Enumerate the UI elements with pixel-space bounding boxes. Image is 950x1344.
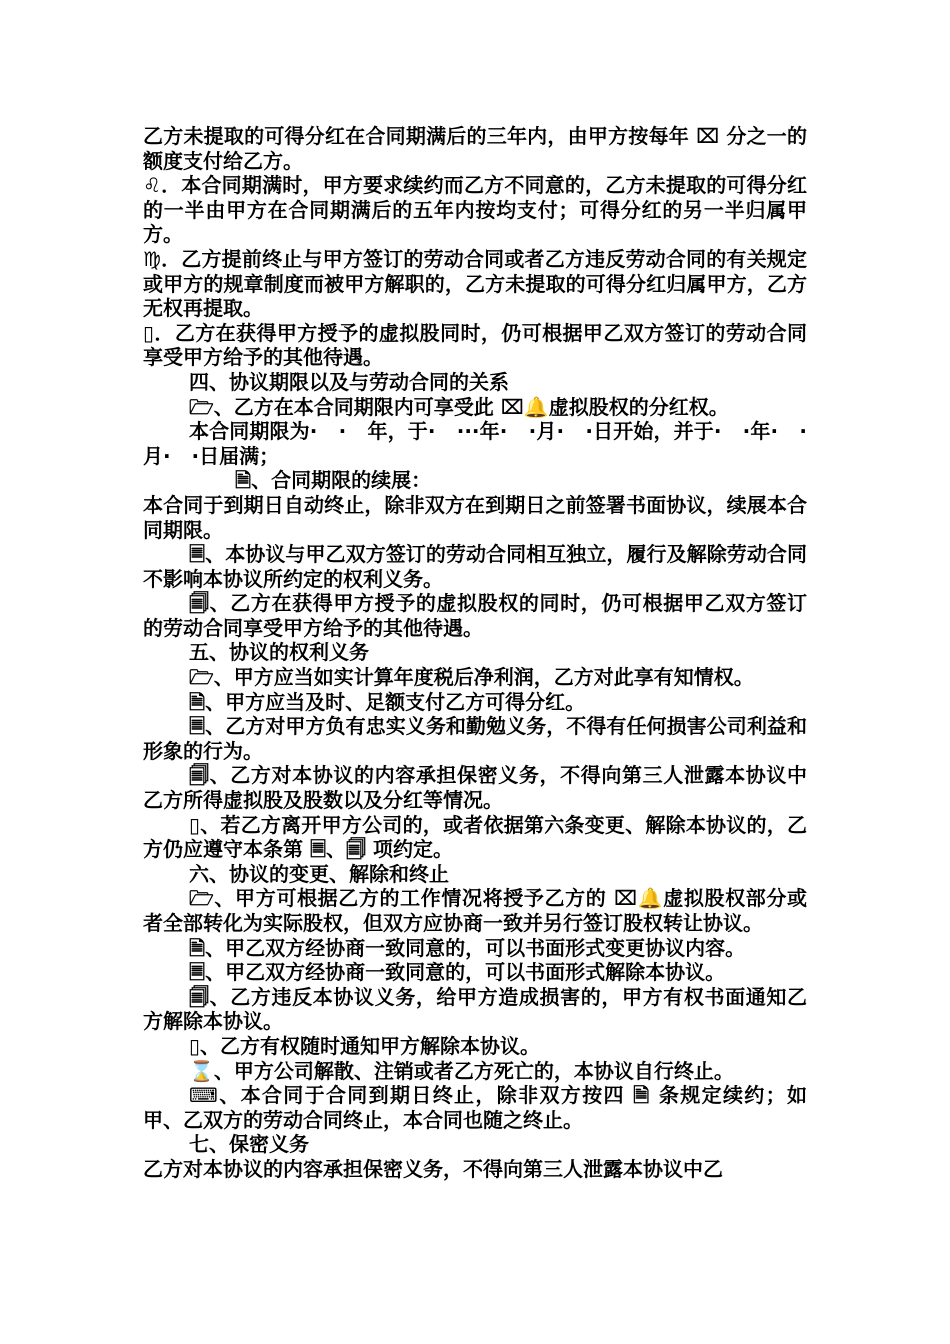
paragraph: 乙方对本协议的内容承担保密义务，不得向第三人泄露本协议中乙 (143, 1156, 723, 1181)
paragraph: ▯、若乙方离开甲方公司的，或者依据第六条变更、解除本协议的，乙方仍应遵守本条第 🗏、🗐 项约定。 (143, 812, 807, 862)
paragraph: ♍．乙方提前终止与甲方签订的劳动合同或者乙方违反劳动合同的有关规定或甲方的规章制度而被甲方解职的，乙方未提取的可得分红归属甲方，乙方无权再提取。 (143, 246, 807, 321)
document-page (143, 124, 807, 1182)
paragraph: ▯、乙方有权随时通知甲方解除本协议。 (189, 1033, 541, 1058)
paragraph: 🗏、甲乙双方经协商一致同意的，可以书面形式解除本协议。 (189, 960, 726, 985)
paragraph: 🗐、乙方违反本协议义务，给甲方造成损害的，甲方有权书面通知乙方解除本协议。 (143, 984, 807, 1034)
paragraph: 🗁、乙方在本合同期限内可享受此 ⌧🔔虚拟股权的分红权。 (189, 394, 729, 419)
section-heading: 五、协议的权利义务 (189, 640, 369, 665)
paragraph: 🗎、甲乙双方经协商一致同意的，可以书面形式变更协议内容。 (189, 935, 746, 960)
paragraph: 本合同期限为· · 年，于· ···年· ·月· ·日开始，并于· ·年· ·月· ·日届满； (143, 419, 807, 468)
section-heading: 六、协议的变更、解除和终止 (189, 861, 449, 886)
paragraph: 🗏、乙方对甲方负有忠实义务和勤勉义务，不得有任何损害公司利益和形象的行为。 (143, 714, 807, 763)
paragraph: 🗐、乙方对本协议的内容承担保密义务，不得向第三人泄露本协议中乙方所得虚拟股及股数以及分红等情况。 (143, 763, 807, 813)
paragraph: ⌨、本合同于合同到期日终止，除非双方按四 🗎 条规定续约；如甲、乙双方的劳动合同终止，本合同也随之终止。 (143, 1083, 807, 1132)
paragraph: 🗐、乙方在获得甲方授予的虚拟股权的同时，仍可根据甲乙双方签订的劳动合同享受甲方给予的其他待遇。 (143, 591, 807, 640)
section-heading: 四、协议期限以及与劳动合同的关系 (189, 369, 509, 394)
paragraph: 🗁、甲方可根据乙方的工作情况将授予乙方的 ⌧🔔虚拟股权部分或者全部转化为实际股权，但双方应协商一致并另行签订股权转让协议。 (143, 886, 807, 935)
paragraph: ⌛、甲方公司解散、注销或者乙方死亡的，本协议自行终止。 (189, 1058, 734, 1083)
paragraph: 🗎、合同期限的续展： (235, 468, 432, 493)
paragraph: 🗎、甲方应当及时、足额支付乙方可得分红。 (189, 689, 586, 714)
paragraph: ♌．本合同期满时，甲方要求续约而乙方不同意的，乙方未提取的可得分红的一半由甲方在合同期满后的五年内按均支付；可得分红的另一半归属甲方。 (143, 173, 807, 247)
paragraph: 🗁、甲方应当如实计算年度税后净利润，乙方对此享有知情权。 (189, 665, 754, 690)
paragraph: 本合同于到期日自动终止，除非双方在到期日之前签署书面协议，续展本合同期限。 (143, 492, 807, 542)
section-heading: 七、保密义务 (189, 1132, 309, 1157)
paragraph: ▯．乙方在获得甲方授予的虚拟股同时，仍可根据甲乙双方签订的劳动合同享受甲方给予的其他待遇。 (143, 320, 807, 370)
paragraph: 🗏、本协议与甲乙双方签订的劳动合同相互独立，履行及解除劳动合同不影响本协议所约定的权利义务。 (143, 542, 807, 591)
paragraph: 乙方未提取的可得分红在合同期满后的三年内，由甲方按每年 ⌧ 分之一的额度支付给乙方。 (143, 124, 807, 173)
